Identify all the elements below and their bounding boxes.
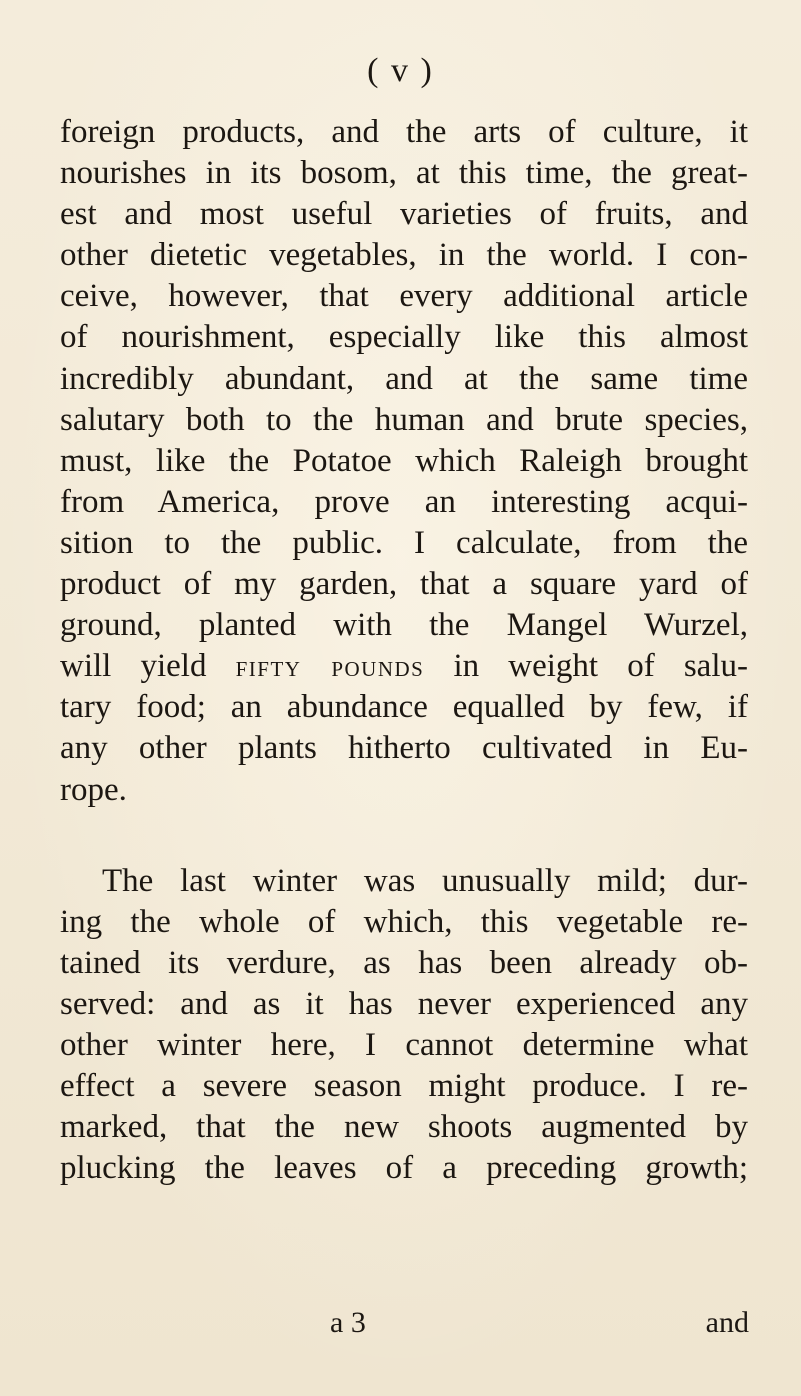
- yield-smallcaps: fifty pounds: [235, 650, 425, 684]
- text-line: served: and as it has never experienced any: [60, 985, 748, 1022]
- text-line: tained its verdure, as has been already ob-: [60, 944, 748, 981]
- text-line: salutary both to the human and brute species,: [60, 401, 748, 438]
- text-line: The last winter was unusually mild; dur-: [102, 862, 748, 899]
- text-line: from America, prove an interesting acqui-: [60, 483, 748, 520]
- yield-after: in weight of salu-: [424, 648, 748, 685]
- text-line: product of my garden, that a square yard of: [60, 566, 748, 603]
- text-line: other winter here, I cannot determine what: [60, 1026, 748, 1063]
- text-line: effect a severe season might produce. I re-: [60, 1068, 748, 1105]
- text-line: sition to the public. I calculate, from the: [60, 524, 748, 561]
- text-line: nourishes in its bosom, at this time, the great-: [60, 155, 748, 192]
- text-line-yield: [60, 646, 748, 687]
- signature-mark: a 3: [330, 1306, 366, 1339]
- text-line: ceive, however, that every additional article: [60, 278, 748, 315]
- text-line: must, like the Potatoe which Raleigh brought: [60, 442, 748, 479]
- text-line: other dietetic vegetables, in the world. I con-: [60, 237, 748, 274]
- text-line: marked, that the new shoots augmented by: [60, 1109, 748, 1146]
- text-line: of nourishment, especially like this almost: [60, 319, 748, 356]
- text-line: tary food; an abundance equalled by few, if: [60, 689, 748, 726]
- text-line: est and most useful varieties of fruits, and: [60, 196, 748, 233]
- text-line: ing the whole of which, this vegetable re-: [60, 903, 748, 940]
- page-number: [0, 52, 801, 90]
- yield-before: will yield: [60, 648, 236, 685]
- text-line: any other plants hitherto cultivated in Eu-: [60, 730, 748, 767]
- text-line: incredibly abundant, and at the same time: [60, 360, 748, 397]
- folio-text: ( v ): [367, 52, 434, 89]
- text-line: rope.: [60, 771, 127, 808]
- body-text: [60, 112, 748, 1189]
- page-footer: [0, 1306, 801, 1346]
- text-line: foreign products, and the arts of culture, it: [60, 114, 748, 150]
- paragraph-gap: [60, 811, 748, 861]
- text-line: plucking the leaves of a preceding growth;: [60, 1150, 748, 1187]
- text-line: ground, planted with the Mangel Wurzel,: [60, 607, 748, 644]
- catchword: and: [705, 1306, 749, 1339]
